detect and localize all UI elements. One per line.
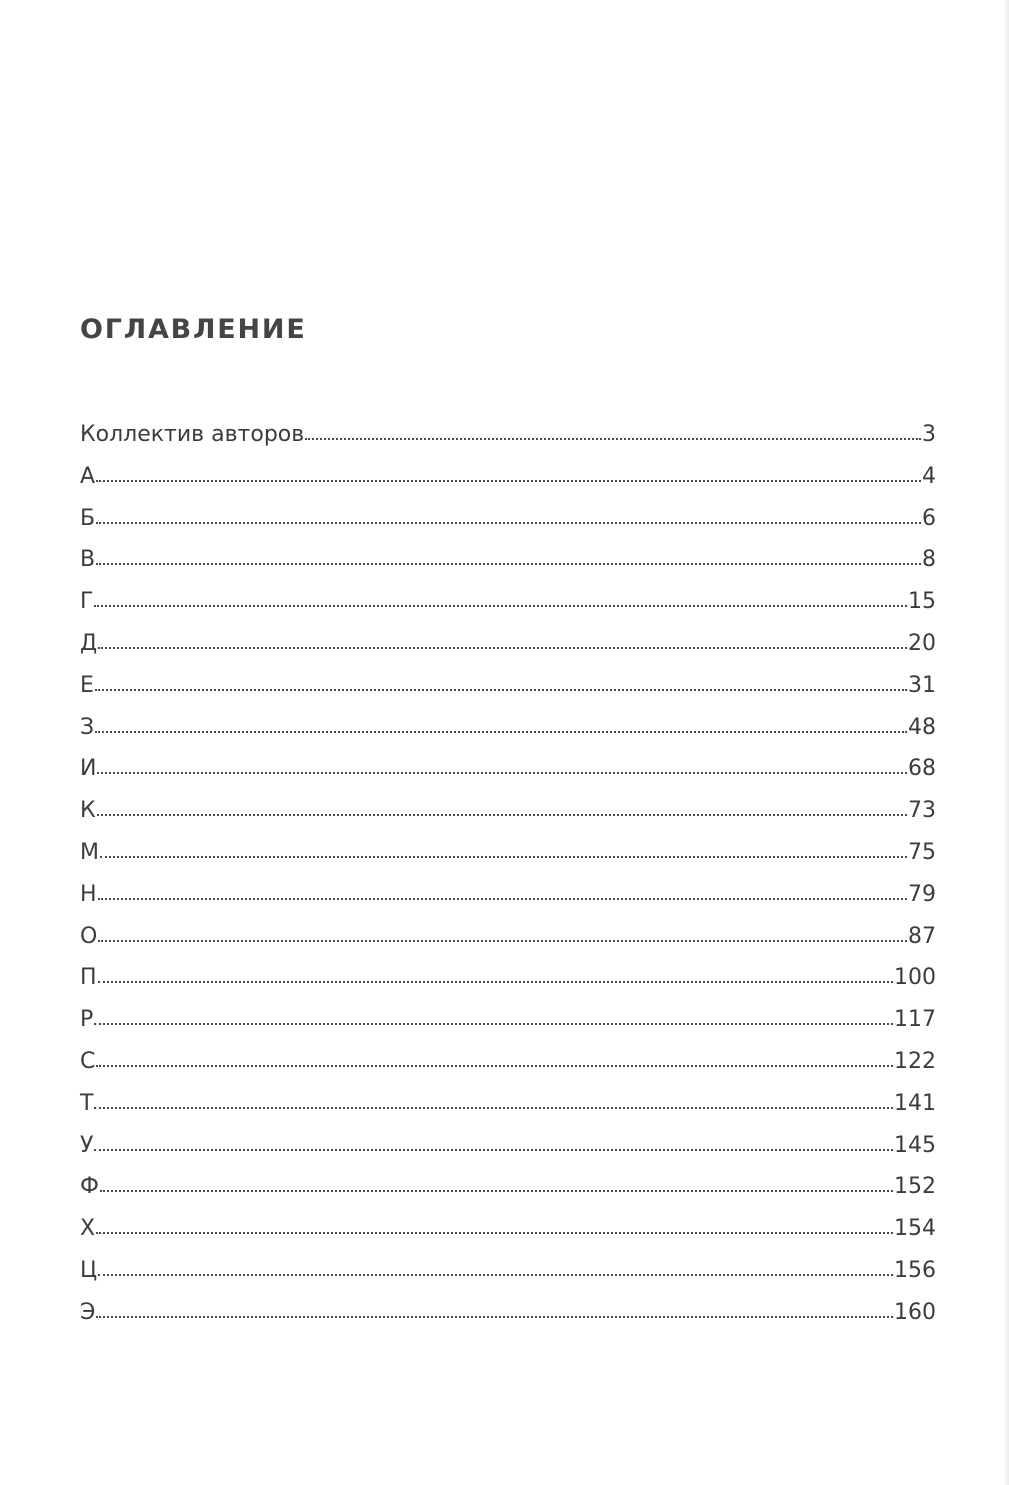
- toc-entry-label: П: [80, 965, 97, 991]
- toc-entry-page-number: 48: [908, 714, 936, 740]
- toc-entry: [80, 418, 936, 460]
- dot-leader: [94, 1103, 893, 1109]
- toc-entry-label: В: [80, 547, 96, 573]
- toc-entry-label: К: [80, 798, 96, 824]
- toc-entry: [80, 1254, 936, 1296]
- dot-leader: [100, 1186, 893, 1192]
- toc-entry-page-number: 87: [908, 923, 936, 949]
- dot-leader: [94, 601, 907, 607]
- toc-entry-label: А: [80, 463, 96, 489]
- toc-entry-label: Ф: [80, 1174, 99, 1200]
- dot-leader: [94, 1019, 893, 1025]
- toc-entry-label: Е: [80, 672, 94, 698]
- toc-entry: [80, 794, 936, 836]
- page-edge-shadow: [1003, 0, 1009, 1485]
- toc-entry: [80, 711, 936, 753]
- dot-leader: [98, 977, 893, 983]
- toc-entry: [80, 1129, 936, 1171]
- dot-leader: [98, 936, 907, 942]
- toc-entry-page-number: 15: [908, 589, 936, 615]
- toc-entry-label: З: [80, 714, 95, 740]
- dot-leader: [94, 1145, 893, 1151]
- toc-entry: [80, 543, 936, 585]
- dot-leader: [100, 852, 907, 858]
- toc-entry-label: Б: [80, 505, 96, 531]
- toc-entry: [80, 878, 936, 920]
- toc-entry-page-number: 154: [894, 1216, 936, 1242]
- toc-entry: [80, 1087, 936, 1129]
- toc-entry-page-number: 122: [894, 1048, 936, 1074]
- toc-entry: [80, 836, 936, 878]
- toc-entry-page-number: 68: [908, 756, 936, 782]
- dot-leader: [96, 1061, 893, 1067]
- toc-entry: [80, 460, 936, 502]
- dot-leader: [97, 810, 907, 816]
- toc-entry-page-number: 4: [922, 463, 936, 489]
- toc-entry-label: Д: [80, 630, 98, 656]
- toc-entry-label: У: [80, 1132, 94, 1158]
- dot-leader: [98, 894, 907, 900]
- toc-entry-label: Ц: [80, 1257, 98, 1283]
- toc-entry-label: Н: [80, 881, 97, 907]
- table-of-contents: [80, 418, 936, 1338]
- dot-leader: [96, 1228, 893, 1234]
- toc-entry-page-number: 31: [908, 672, 936, 698]
- dot-leader: [96, 559, 921, 565]
- toc-entry-page-number: 160: [894, 1299, 936, 1325]
- toc-entry-label: О: [80, 923, 98, 949]
- toc-entry-page-number: 100: [894, 965, 936, 991]
- toc-entry-page-number: 79: [908, 881, 936, 907]
- toc-entry: [80, 1045, 936, 1087]
- dot-leader: [96, 476, 921, 482]
- toc-entry: [80, 1170, 936, 1212]
- toc-entry-label: Коллектив авторов: [80, 422, 305, 447]
- toc-entry-page-number: 73: [908, 798, 936, 824]
- toc-entry-label: И: [80, 756, 97, 782]
- toc-entry: [80, 502, 936, 544]
- toc-entry: [80, 627, 936, 669]
- toc-entry-label: Г: [80, 589, 94, 615]
- dot-leader: [95, 685, 907, 691]
- toc-entry-page-number: 145: [894, 1132, 936, 1158]
- toc-entry-page-number: 152: [894, 1174, 936, 1200]
- toc-entry: [80, 585, 936, 627]
- toc-entry-label: М: [80, 839, 99, 865]
- dot-leader: [305, 434, 921, 440]
- dot-leader: [98, 1270, 893, 1276]
- toc-entry-page-number: 75: [908, 839, 936, 865]
- toc-entry: [80, 920, 936, 962]
- toc-entry-label: С: [80, 1048, 96, 1074]
- toc-entry-page-number: 3: [922, 422, 936, 447]
- toc-entry-label: Э: [80, 1299, 96, 1325]
- toc-entry-label: Р: [80, 1007, 94, 1033]
- toc-entry-page-number: 156: [894, 1257, 936, 1283]
- toc-entry-page-number: 8: [922, 547, 936, 573]
- toc-entry-page-number: 20: [908, 630, 936, 656]
- toc-entry-page-number: 117: [894, 1007, 936, 1033]
- toc-entry: [80, 1003, 936, 1045]
- toc-entry: [80, 669, 936, 711]
- toc-entry: [80, 752, 936, 794]
- toc-entry-page-number: 141: [894, 1090, 936, 1116]
- toc-entry: [80, 1212, 936, 1254]
- page-title: ОГЛАВЛЕНИЕ: [80, 314, 307, 345]
- toc-entry-page-number: 6: [922, 505, 936, 531]
- dot-leader: [95, 727, 907, 733]
- dot-leader: [98, 643, 907, 649]
- toc-entry: [80, 961, 936, 1003]
- dot-leader: [96, 1312, 893, 1318]
- dot-leader: [97, 768, 907, 774]
- toc-entry: [80, 1296, 936, 1338]
- dot-leader: [96, 518, 921, 524]
- toc-entry-label: Т: [80, 1090, 94, 1116]
- toc-entry-label: Х: [80, 1216, 96, 1242]
